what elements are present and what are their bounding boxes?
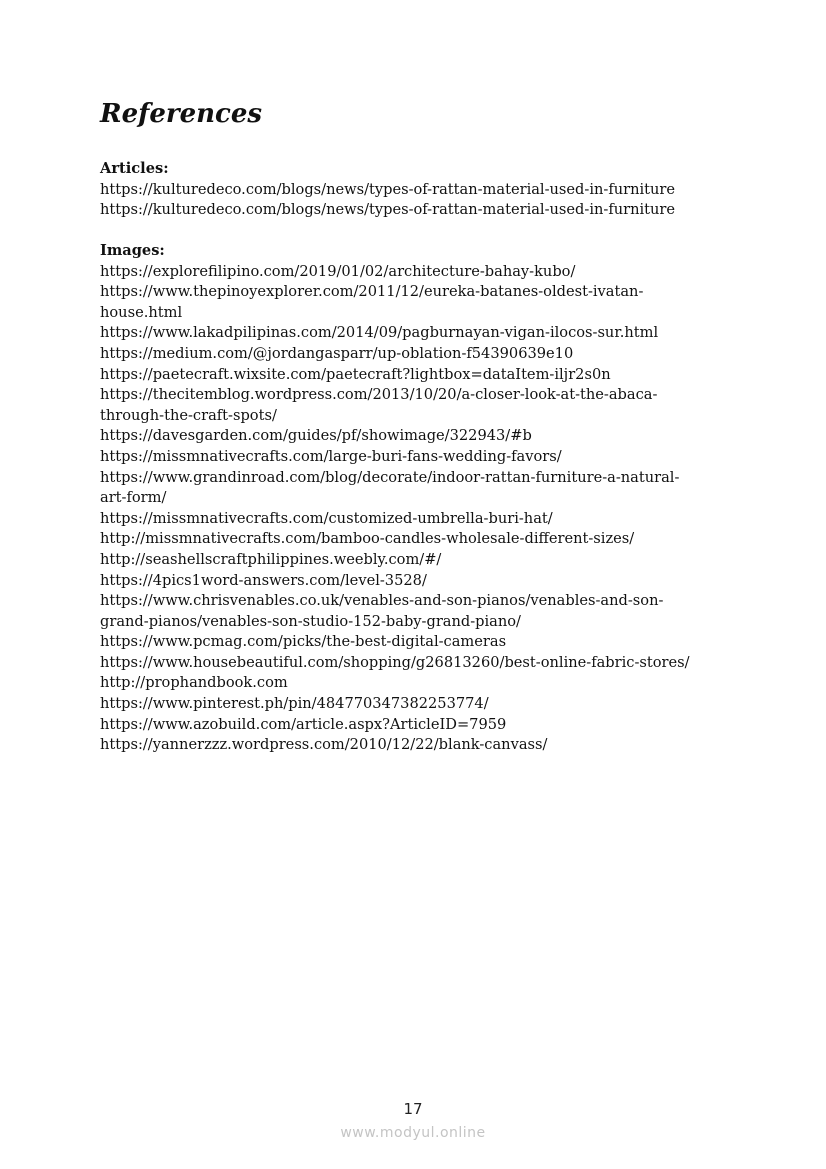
- reference-item[interactable]: [100, 529, 740, 550]
- reference-url-line[interactable]: https://4pics1word-answers.com/level-3528/: [100, 571, 427, 589]
- reference-item[interactable]: [100, 550, 740, 571]
- reference-url-continuation[interactable]: house.html: [100, 303, 183, 321]
- images-list: [100, 262, 740, 756]
- reference-item[interactable]: [100, 509, 740, 530]
- reference-url-continuation[interactable]: art-form/: [100, 489, 167, 507]
- reference-item[interactable]: [100, 673, 740, 694]
- images-section: [100, 241, 740, 756]
- reference-url-line[interactable]: https://www.grandinroad.com/blog/decorate/indoor-rattan-furniture-a-natural-: [100, 468, 680, 486]
- reference-url-line[interactable]: http://missmnativecrafts.com/bamboo-candles-wholesale-different-sizes/: [100, 530, 635, 548]
- reference-item[interactable]: [100, 591, 740, 632]
- reference-item[interactable]: [100, 200, 740, 221]
- reference-url-line[interactable]: https://kulturedeco.com/blogs/news/types-of-rattan-material-used-in-furniture: [100, 180, 676, 198]
- reference-item[interactable]: [100, 468, 740, 509]
- reference-url-line[interactable]: https://www.housebeautiful.com/shopping/g26813260/best-online-fabric-stores/: [100, 653, 690, 671]
- reference-item[interactable]: [100, 262, 740, 283]
- reference-url-continuation[interactable]: through-the-craft-spots/: [100, 406, 277, 424]
- reference-item[interactable]: [100, 715, 740, 736]
- reference-item[interactable]: [100, 571, 740, 592]
- reference-item[interactable]: [100, 447, 740, 468]
- reference-url-line[interactable]: https://yannerzzz.wordpress.com/2010/12/22/blank-canvass/: [100, 736, 548, 754]
- reference-item[interactable]: [100, 653, 740, 674]
- reference-item[interactable]: [100, 344, 740, 365]
- reference-url-line[interactable]: https://explorefilipino.com/2019/01/02/architecture-bahay-kubo/: [100, 262, 576, 280]
- reference-url-line[interactable]: https://davesgarden.com/guides/pf/showimage/322943/#b: [100, 427, 532, 445]
- reference-item[interactable]: [100, 385, 740, 426]
- reference-url-line[interactable]: http://prophandbook.com: [100, 674, 288, 692]
- reference-item[interactable]: [100, 426, 740, 447]
- reference-url-line[interactable]: https://www.thepinoyexplorer.com/2011/12/eureka-batanes-oldest-ivatan-: [100, 283, 644, 301]
- reference-url-line[interactable]: https://kulturedeco.com/blogs/news/types-of-rattan-material-used-in-furniture: [100, 201, 676, 219]
- reference-url-line[interactable]: https://www.azobuild.com/article.aspx?ArticleID=7959: [100, 715, 507, 733]
- reference-item[interactable]: [100, 632, 740, 653]
- reference-item[interactable]: [100, 323, 740, 344]
- reference-url-line[interactable]: https://paetecraft.wixsite.com/paetecraft?lightbox=dataItem-iljr2s0n: [100, 365, 611, 383]
- reference-url-line[interactable]: https://www.pinterest.ph/pin/484770347382253774/: [100, 695, 489, 713]
- reference-item[interactable]: [100, 694, 740, 715]
- reference-url-continuation[interactable]: grand-pianos/venables-son-studio-152-baby-grand-piano/: [100, 612, 521, 630]
- reference-url-line[interactable]: https://thecitemblog.wordpress.com/2013/10/20/a-closer-look-at-the-abaca-: [100, 386, 658, 404]
- reference-url-line[interactable]: https://medium.com/@jordangasparr/up-oblation-f54390639e10: [100, 344, 574, 362]
- images-heading: Images:: [100, 242, 165, 259]
- articles-section: [100, 159, 740, 221]
- watermark: www.modyul.online: [340, 1125, 486, 1141]
- reference-item[interactable]: [100, 735, 740, 756]
- reference-item[interactable]: [100, 365, 740, 386]
- reference-url-line[interactable]: https://missmnativecrafts.com/large-buri-fans-wedding-favors/: [100, 447, 562, 465]
- reference-url-line[interactable]: http://seashellscraftphilippines.weebly.com/#/: [100, 550, 442, 568]
- page-title: References: [100, 99, 263, 129]
- reference-url-line[interactable]: https://www.chrisvenables.co.uk/venables-and-son-pianos/venables-and-son-: [100, 592, 664, 610]
- reference-url-line[interactable]: https://missmnativecrafts.com/customized-umbrella-buri-hat/: [100, 509, 553, 527]
- articles-heading: Articles:: [100, 160, 169, 177]
- page-number: 17: [403, 1100, 423, 1118]
- reference-item[interactable]: [100, 282, 740, 323]
- articles-list: [100, 180, 740, 221]
- reference-url-line[interactable]: https://www.lakadpilipinas.com/2014/09/pagburnayan-vigan-ilocos-sur.html: [100, 324, 659, 342]
- reference-item[interactable]: [100, 180, 740, 201]
- reference-url-line[interactable]: https://www.pcmag.com/picks/the-best-digital-cameras: [100, 633, 507, 651]
